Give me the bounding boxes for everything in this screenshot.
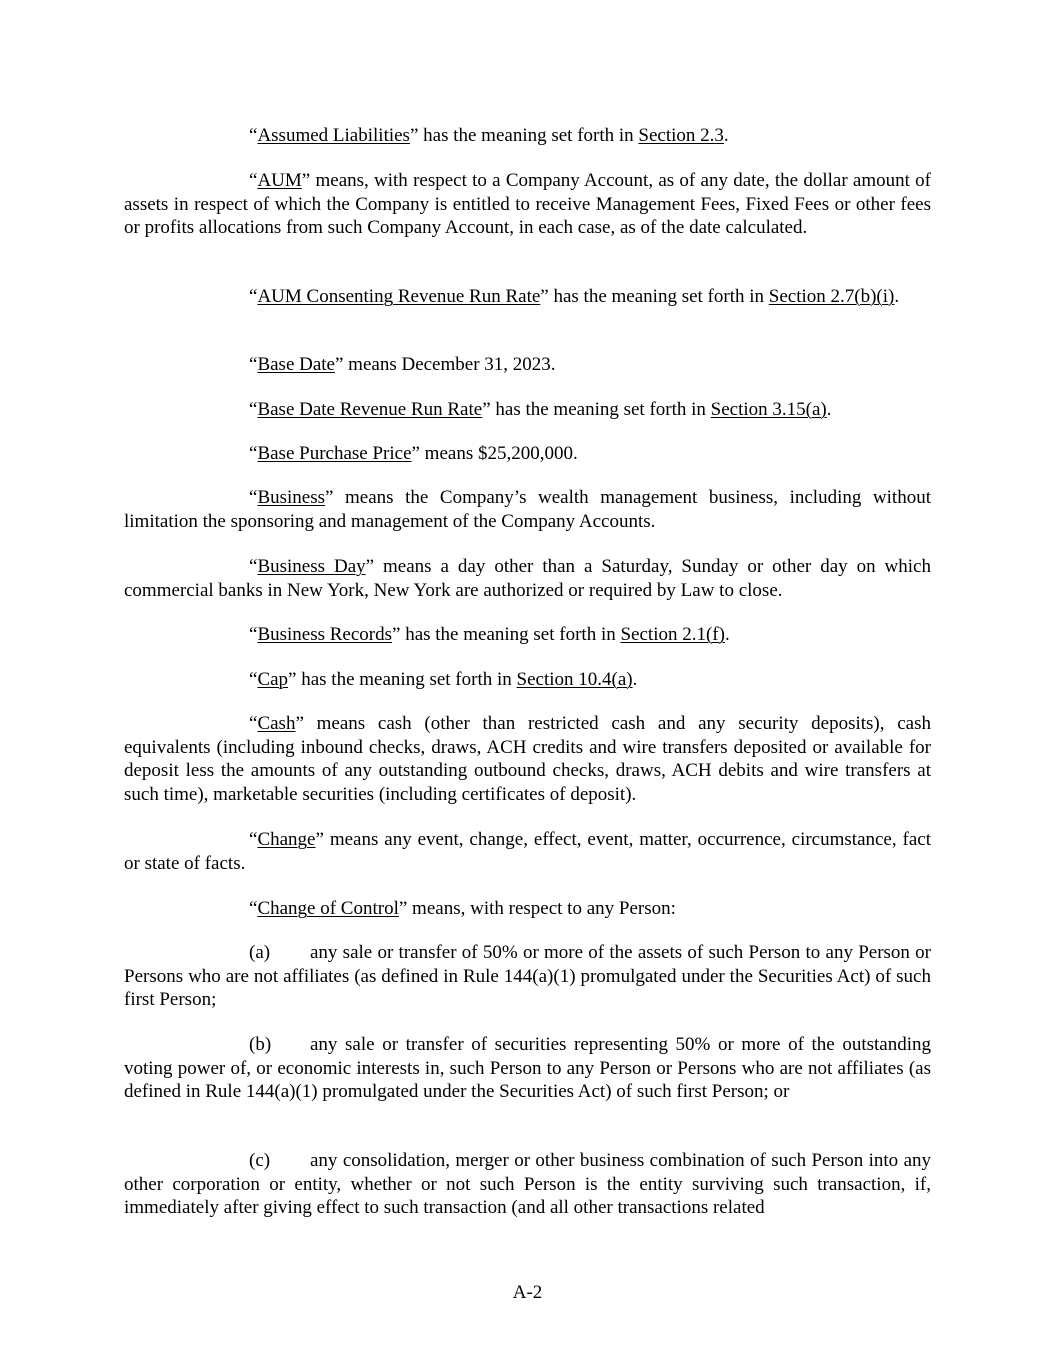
defined-term: Base Purchase Price (257, 443, 412, 464)
section-reference: Section 2.3 (638, 125, 724, 146)
defined-term: Base Date Revenue Run Rate (257, 399, 483, 420)
clause-label: (a) (249, 942, 271, 963)
defined-term: Business (257, 487, 326, 508)
defined-term: Cash (257, 713, 296, 734)
definition-aum: “AUM” means, with respect to a Company Account, as of any date, the dollar amount of assets in respect of which the Company is entitled to receive Management Fees, Fixed Fees or other fees or profits allocations from such Company Account, in each case, as of the date calculated. (124, 170, 931, 238)
section-reference: Section 10.4(a) (516, 669, 633, 690)
defined-term: AUM Consenting Revenue Run Rate (257, 286, 541, 307)
definition-business: “Business” means the Company’s wealth management business, including without limitation the sponsoring and management of the Company Accounts. (124, 487, 931, 532)
definition-change: “Change” means any event, change, effect, event, matter, occurrence, circumstance, fact or state of facts. (124, 829, 931, 874)
defined-term: AUM (257, 170, 302, 191)
definition-base-purchase-price: “Base Purchase Price” means $25,200,000. (249, 443, 578, 464)
clause-c: (c) any consolidation, merger or other business combination of such Person into any other corporation or entity, whether or not such Person is the entity surviving such transaction, if, immediately after giving effect to such transaction (and all other transactions related (124, 1150, 931, 1218)
definition-assumed-liabilities: “Assumed Liabilities” has the meaning set forth in Section 2.3. (249, 125, 729, 146)
page-number: A-2 (512, 1282, 543, 1303)
clause-label: (b) (249, 1034, 272, 1055)
section-reference: Section 3.15(a) (710, 399, 827, 420)
clause-b: (b) any sale or transfer of securities representing 50% or more of the outstanding voting power of, or economic interests in, such Person to any Person or Persons who are not affiliates (as defined in Rule 144(a)(1) promulgated under the Securities Act) of such first Person; or (124, 1034, 931, 1102)
definition-business-day: “Business Day” means a day other than a Saturday, Sunday or other day on which commercial banks in New York, New York are authorized or required by Law to close. (124, 556, 931, 601)
defined-term: Change of Control (257, 898, 399, 919)
definition-aum-consenting-revenue-run-rate: “AUM Consenting Revenue Run Rate” has the meaning set forth in Section 2.7(b)(i). (249, 286, 900, 307)
definition-change-of-control: “Change of Control” means, with respect to any Person: (249, 898, 676, 919)
defined-term: Business Day (257, 556, 366, 577)
defined-term: Base Date (257, 354, 335, 375)
definition-cash: “Cash” means cash (other than restricted cash and any security deposits), cash equivalents (including inbound checks, draws, ACH credits and wire transfers deposited or available for deposit less the amounts of any outstanding outbound checks, draws, ACH debits and wire transfers at such time), marketable securities (including certificates of deposit). (124, 713, 931, 805)
clause-label: (c) (249, 1150, 271, 1171)
definition-cap: “Cap” has the meaning set forth in Section 10.4(a). (249, 669, 638, 690)
defined-term: Business Records (257, 624, 393, 645)
section-reference: Section 2.7(b)(i) (768, 286, 895, 307)
clause-a: (a) any sale or transfer of 50% or more of the assets of such Person to any Person or Persons who are not affiliates (as defined in Rule 144(a)(1) promulgated under the Securities Act) of such first Person; (124, 942, 931, 1010)
definition-base-date-revenue-run-rate: “Base Date Revenue Run Rate” has the meaning set forth in Section 3.15(a). (249, 399, 832, 420)
definition-base-date: “Base Date” means December 31, 2023. (249, 354, 556, 375)
defined-term: Assumed Liabilities (257, 125, 410, 146)
defined-term: Cap (257, 669, 289, 690)
defined-term: Change (257, 829, 316, 850)
section-reference: Section 2.1(f) (620, 624, 725, 645)
definition-business-records: “Business Records” has the meaning set forth in Section 2.1(f). (249, 624, 730, 645)
